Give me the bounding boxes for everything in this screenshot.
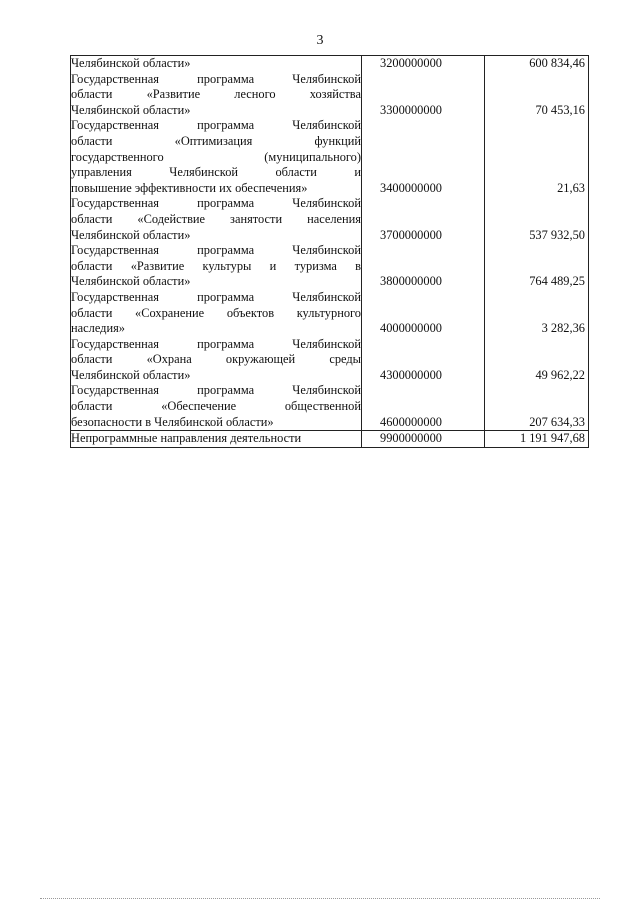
amount-cell: 70 453,16 [485,72,589,119]
amount-cell: 49 962,22 [485,337,589,384]
program-name-line: Челябинской области» [71,56,191,70]
program-name-line: Государственная программа Челябинской [71,243,361,258]
program-name-cell [71,337,362,384]
amount-cell: 207 634,33 [485,383,589,430]
program-name-line: области «Развитие культуры и туризма в [71,258,361,273]
page-number: 3 [316,33,324,48]
program-name-line: Государственная программа Челябинской [71,118,361,133]
target-code-cell: 3300000000 [362,72,485,119]
program-name-line: области «Обеспечение общественной [71,399,361,414]
program-name-cell [71,243,362,290]
target-code-cell: 3400000000 [362,118,485,196]
program-name-cell [71,72,362,119]
program-name-cell [71,290,362,337]
program-name-cell [71,56,362,72]
program-name-line: Государственная программа Челябинской [71,71,361,86]
program-name-line: Государственная программа Челябинской [71,383,361,398]
program-name-line: Государственная программа Челябинской [71,196,361,211]
program-name-cell [71,118,362,196]
program-name-cell [71,431,362,448]
program-name-line: управления Челябинской области и [71,165,361,180]
table-row [71,56,589,72]
table-row [71,72,589,119]
program-name-line: области «Содействие занятости населения [71,211,361,226]
target-code-cell: 3700000000 [362,196,485,243]
program-name-cell [71,196,362,243]
program-name-line: Непрограммные направления деятельности [71,431,302,446]
program-name-line: повышение эффективности их обеспечения» [71,180,308,195]
table-row [71,337,589,384]
table-row [71,431,589,448]
amount-cell: 537 932,50 [485,196,589,243]
program-name-line: безопасности в Челябинской области» [71,414,274,429]
program-name-line: области «Оптимизация функций [71,133,361,148]
program-name-line: области «Охрана окружающей среды [71,352,361,367]
amount-cell: 3 282,36 [485,290,589,337]
program-name-line: области «Сохранение объектов культурного [71,305,361,320]
page-bottom-rule [40,898,600,899]
amount-cell: 600 834,46 [485,56,589,72]
program-name-line: Челябинской области» [71,102,191,117]
amount-cell: 21,63 [485,118,589,196]
amount-cell: 1 191 947,68 [485,431,589,448]
amount-cell: 764 489,25 [485,243,589,290]
table-row [71,118,589,196]
target-code-cell: 9900000000 [362,431,485,448]
program-name-cell [71,383,362,430]
target-code-cell: 4000000000 [362,290,485,337]
program-name-line: Челябинской области» [71,274,191,289]
target-code-cell: 4600000000 [362,383,485,430]
budget-table [70,55,589,448]
table-row [71,383,589,430]
program-name-line: области «Развитие лесного хозяйства [71,87,361,102]
table-row [71,196,589,243]
target-code-cell: 3800000000 [362,243,485,290]
program-name-line: государственного (муниципального) [71,149,361,164]
target-code-cell: 4300000000 [362,337,485,384]
program-name-line: Челябинской области» [71,227,191,242]
program-name-line: Челябинской области» [71,367,191,382]
program-name-line: Государственная программа Челябинской [71,289,361,304]
program-name-line: наследия» [71,321,125,336]
program-name-line: Государственная программа Челябинской [71,336,361,351]
target-code-cell: 3200000000 [362,56,485,72]
table-row [71,290,589,337]
table-row [71,243,589,290]
